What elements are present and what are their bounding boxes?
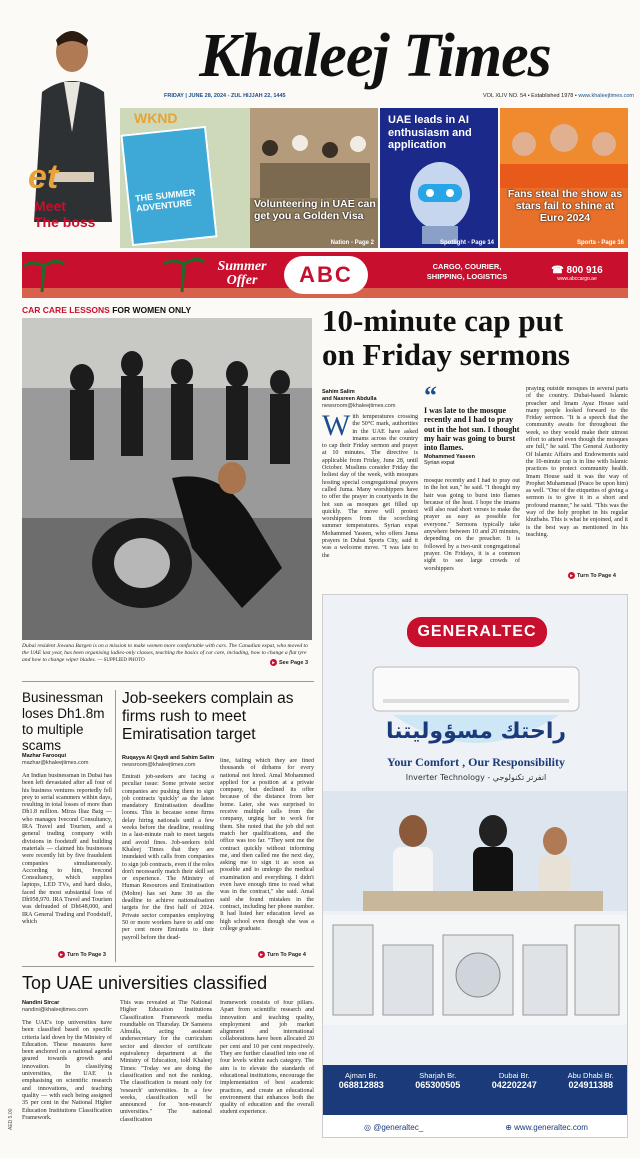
divider xyxy=(22,681,314,682)
instagram-link[interactable] xyxy=(364,1123,423,1132)
abc-logo xyxy=(284,256,368,294)
branch-phone: 024911388 xyxy=(568,1080,614,1090)
lead-col2-text: mosque recently and I had to pray out in the hot sun," he said. "I thought my hair was going to burst into flames because of the heat. I hope the imams will also read short verses to make the prayer as easy as possible for everyone." Sermons typically take anywhere between 10 and 20 minutes, depending on the preacher. It is followed by a two-unit congregational prayer. On Fridays, it is a common sight to see large crowds of worshippers xyxy=(424,478,520,572)
universities-headline: Top UAE universities classified xyxy=(22,973,268,993)
price-strip xyxy=(8,1030,18,1130)
fans-photo xyxy=(500,108,628,188)
universities-byline-name: Nandini Sircar xyxy=(22,1000,60,1006)
lead-headline xyxy=(322,304,628,372)
arrow-icon: ▸ xyxy=(270,659,277,666)
generaltec-footer xyxy=(323,1115,628,1138)
scam-email[interactable]: mazhar@khaleejtimes.com xyxy=(22,760,89,766)
promo-volunteering-section: Nation - Page 2 xyxy=(330,240,374,246)
abc-ad-banner[interactable] xyxy=(22,252,628,298)
branch-sharjah[interactable] xyxy=(400,1065,477,1115)
corner-logo: et xyxy=(28,158,59,196)
promo-wknd[interactable] xyxy=(120,108,250,248)
promo-strip xyxy=(120,108,628,248)
promo-volunteering[interactable] xyxy=(250,108,378,248)
branch-dubai[interactable] xyxy=(476,1065,553,1115)
scam-headline: Businessman loses Dh1.8m to multiple scams xyxy=(22,690,105,753)
phone-icon: ☎ xyxy=(551,265,564,276)
website-link-ad[interactable] xyxy=(505,1123,588,1132)
ad-phone[interactable]: 800 916 xyxy=(566,265,603,276)
masthead xyxy=(120,22,634,100)
jobs-turn-text: Turn To Page 4 xyxy=(267,951,306,958)
arrow-icon: ▸ xyxy=(568,572,575,579)
branch-name: Sharjah Br. xyxy=(419,1071,457,1080)
scam-turn-link[interactable] xyxy=(58,951,106,958)
lead-headline-line2: on Friday sermons xyxy=(322,337,570,372)
promo-ai-headline: UAE leads in AI enthusiasm and application xyxy=(388,114,472,151)
see-page-text: See Page 3 xyxy=(279,659,309,666)
family-photo xyxy=(323,791,628,911)
car-care-caption: Dubai resident Jowana Bargen is on a mission to make women more comfortable with cars. The Canadian expat, who moved to the UAE last year, has been organising ladies-only classes, teaching the basics of car care, including, how to change a flat tyre and how to change wiper blades. xyxy=(22,643,308,663)
universities-col1-text: The UAE's top universities have been classified based on specific criteria laid down by the Ministry of Education. These measures have been anchored on a national agenda geared towards growth and innovation. In classifying universities, the UAE is emphasising on scientific research and innovations, and teaching quality — with each being assigned 35 per cent in the National Higher Education Institutions Classification Framework. xyxy=(22,1020,112,1121)
jobs-byline-name: Ruqayya Al Qaydi and Sahim Salim xyxy=(122,755,215,761)
universities-col3 xyxy=(220,1000,314,1138)
generaltec-brand: GENERALTEC xyxy=(417,623,537,640)
generaltec-tech: Inverter Technology - انفرتر تكنولوجي xyxy=(405,773,547,782)
vol-line: VOL XLIV NO. 54 • Established 1978 • xyxy=(482,93,577,99)
quote-text: I was late to the mosque recently and I had to pray out in the hot sun. I thought my hair was going to burst into flames. xyxy=(424,406,520,453)
promo-euro[interactable] xyxy=(500,108,628,248)
divider xyxy=(115,690,116,962)
corner-line1: Meet xyxy=(34,198,66,214)
branch-name: Ajman Br. xyxy=(344,1071,378,1080)
branch-name: Dubai Br. xyxy=(498,1071,530,1080)
jobs-col1 xyxy=(122,774,214,950)
lead-headline-line1: 10-minute cap put xyxy=(322,303,564,338)
lead-byline-1: Sahim Salim xyxy=(322,389,355,395)
generaltec-tagline: Your Comfort , Our Responsibility xyxy=(387,755,565,769)
universities-col2-text: This was revealed at The National Higher Education Institutions Classification Framework media roundtable on Thursday. Dr Sameera Almulla, acting assistant undersecretary for the curriculum sector and director of certificate equivalency department at the Ministry of Education, told Khaleej Times: "Today we are doing the classification and not the ranking. The classification is meant only for 'research' universities. In a few weeks, classification will be announced for 'non-research' universities." The national classification xyxy=(120,1000,212,1123)
lead-dropcap: W xyxy=(322,414,351,442)
car-care-credit: — SUPPLIED PHOTO xyxy=(97,657,145,663)
lead-col3 xyxy=(526,386,628,572)
branch-ajman[interactable] xyxy=(323,1065,400,1115)
lead-pullquote xyxy=(424,381,520,467)
scam-body-text: An Indian businessman in Dubai has been left devastated after all four of his business ventures reportedly fell prey to serial scammers within days, resulting in total losses of more than Dh1.8 million. Mirza Iliaz Baig — who manages Ivecond Consultancy, IRA Travel and Tourism, and a general trading company with divisions in foodstuff and building materials — claimed his businesses were recently hit by five fraudulent companies simultaneously. According to him, Ivecond Consultancy, which supplies laptops, LED TVs, and hard disks, faced the most substantial loss of Dh958,970. IRA Travel and Tourism was defrauded of Dh648,000, and IRA General Trading and Foodstuff, which xyxy=(22,773,112,925)
robot-icon xyxy=(380,156,498,246)
lead-byline-2: and Nasreen Abdulla xyxy=(322,396,377,402)
lead-email[interactable]: newsroom@khaleejtimes.com xyxy=(322,403,396,409)
car-care-kicker xyxy=(22,305,312,315)
price-text: AED 5.00 xyxy=(8,1108,14,1130)
jobs-col1-text: Emirati job-seekers are facing a peculiar issue: Some private sector companies are pushing them to sign job contracts 'quickly' as the latest mandatory Emiratisation deadline looms. This is because some firms delay hiring nationals until a few weeks before the deadline, resulting in a last-minute rush to meet targets and avoid fines. Job-seekers told Khaleej Times that they are inundated with calls from companies to sign job contracts, even if the roles don't necessarily match their skill set or experience. The Ministry of Human Resources and Emiratisation (Mohre) has set June 30 as the deadline to achieve nationalisation targets for the first half of 2024. Private sector companies employing 50 or more workers have to add one per cent more Emiratis to their payroll before the dead- xyxy=(122,774,214,941)
social-text: @generaltec_ xyxy=(373,1122,424,1132)
generaltec-arabic: راحتك مسؤوليتنا xyxy=(385,719,567,744)
globe-icon: ⊕ xyxy=(505,1122,512,1132)
jobs-col2 xyxy=(220,758,314,948)
lead-turn-text: Turn To Page 4 xyxy=(577,572,616,579)
ad-site[interactable]: www.abccargo.ae xyxy=(557,276,597,282)
generaltec-logo xyxy=(407,617,547,647)
kicker-rest: FOR WOMEN ONLY xyxy=(109,305,192,315)
wknd-cover-text: THE SUMMER ADVENTURE xyxy=(134,187,196,214)
car-care-caption-block xyxy=(22,643,312,664)
corner-promo[interactable] xyxy=(12,22,120,248)
generaltec-branches xyxy=(323,1065,628,1115)
website-link[interactable]: www.khaleejtimes.com xyxy=(578,93,634,99)
jobs-headline: Job-seekers complain as firms rush to meet Emiratisation target xyxy=(122,690,294,743)
scam-byline-name: Mazhar Farooqui xyxy=(22,753,67,759)
generaltec-ad[interactable] xyxy=(322,594,628,1138)
promo-ai-section: Spotlight - Page 14 xyxy=(439,240,494,246)
lead-col1-text: ith temperatures crossing the 50°C mark, authorities in the UAE have asked imams across the country to cap their Friday sermon and prayer at 10 minutes. The directive is applicable from Friday, June 28, until October. Muslims consider Friday the holiest day of the week, with mosques hosting special congregational prayers called Juma. Many worshippers have to offer the prayer in courtyards in the hot sun as mosques get filled up quickly. The move will protect worshippers from the scorching summer temperatures. Syrian expat Mohammed Yaseen, who offers Juma prayers in Dubai Sports City, said it was a welcome move. "I was late to the xyxy=(322,414,418,559)
universities-email[interactable]: nandini@khaleejtimes.com xyxy=(22,1007,88,1013)
quote-role: Syrian expat xyxy=(424,460,455,467)
divider xyxy=(22,966,314,967)
branch-phone: 042202247 xyxy=(491,1080,537,1090)
branch-name: Abu Dhabi Br. xyxy=(567,1071,614,1080)
lead-col2 xyxy=(424,478,520,592)
quote-icon: “ xyxy=(424,381,437,410)
branch-abudhabi[interactable] xyxy=(553,1065,629,1115)
corner-line2: The boss xyxy=(34,214,96,230)
lead-col3-text: praying outside mosques in several parts of the country. Dubai-based Islamic preacher and Imam Ayaz House said many people looked forward to the Friday sermon. "It is a speech that the community awaits for throughout the week, so they would make their utmost effort to attend even though the mosques are full," he said. The General Authority Of Islamic Affairs and Endowments said the 10-minute cap is in line with Islamic practices to protect community health. Imam House said it was the way of Prophet Muhammad (Peace be upon him) as well. "One of the etiquettes of giving a sermon is to give it in a short and profound manner," he said. "This was the way of the holy prophet in his regular khutbahs. This is what he enjoined, and it is the best way as mentioned in his teaching. xyxy=(526,386,628,538)
arrow-icon: ▸ xyxy=(258,951,265,958)
scam-turn-text: Turn To Page 3 xyxy=(67,951,106,958)
branch-phone: 068812883 xyxy=(338,1080,384,1090)
lead-col1 xyxy=(322,414,418,590)
promo-ai[interactable] xyxy=(380,108,498,248)
jobs-email[interactable]: newsroom@khaleejtimes.com xyxy=(122,762,196,768)
lead-turn-link[interactable] xyxy=(568,572,616,579)
crowd-photo xyxy=(250,108,378,198)
date-line: FRIDAY | JUNE 28, 2024 - ZUL HIJJAH 22, 1445 xyxy=(164,93,286,99)
arrow-icon: ▸ xyxy=(58,951,65,958)
kicker-red: CAR CARE LESSONS xyxy=(22,305,110,315)
instagram-icon: ◎ xyxy=(364,1122,371,1132)
universities-col1 xyxy=(22,1020,112,1138)
promo-euro-section: Sports - Page 16 xyxy=(576,240,624,246)
see-page-link[interactable] xyxy=(270,659,308,666)
site-text: www.generaltec.com xyxy=(514,1122,588,1132)
quote-name: Mohammed Yaseen xyxy=(424,454,475,461)
ad-summer-offer: Summer Offer xyxy=(217,259,267,288)
universities-col2 xyxy=(120,1000,212,1138)
masthead-title: Khaleej Times xyxy=(199,22,551,90)
promo-euro-headline: Fans steal the show as stars fail to shine at Euro 2024 xyxy=(507,188,623,224)
abc-logo-text: ABC xyxy=(299,262,353,287)
car-care-photo xyxy=(22,318,312,640)
appliances-photo xyxy=(323,915,628,1025)
scam-body xyxy=(22,773,112,947)
universities-byline xyxy=(22,1000,112,1014)
wknd-label: WKND xyxy=(134,110,178,126)
promo-volunteering-headline: Volunteering in UAE can get you a Golden Visa xyxy=(254,198,376,222)
ad-services: CARGO, COURIER, SHIPPING, LOGISTICS xyxy=(426,262,508,281)
lead-byline xyxy=(322,389,422,410)
branch-phone: 065300505 xyxy=(415,1080,461,1090)
scam-byline xyxy=(22,753,112,767)
jobs-col2-text: line, failing which they are fined thousands of dirhams for every national not hired. Amal Mohammed applied for a position at a private company, but declined its offer because of the distance from her home. Later, she was surprised to receive multiple calls from the company, urging her to work for them. She noted that the job did not match her qualifications, and the office was too far. "They sent me the contract quickly without informing me, and then called me the next day, asking me to sign it as soon as possible and to undergo the medical examination and everything. I didn't even have enough time to read what was in the contract," she said. Amal said she found mistakes in the contract, including her phone number. It had listed her education level as high school even though she was a college graduate. xyxy=(220,758,314,932)
universities-col3-text: framework consists of four pillars. Apart from scientific research and innovation and teaching quality, employment and job market alignment and international collaborations have been allocated 20 per cent and 10 per cent respectively. They are further classified into one of four levels within each category. The aim is to elevate the standards of educational institutions, encourage the implementation of best academic practices, and create an educational environment that enhances both the quality of education and the overall student experience. xyxy=(220,1000,314,1116)
jobs-turn-link[interactable] xyxy=(258,951,306,958)
